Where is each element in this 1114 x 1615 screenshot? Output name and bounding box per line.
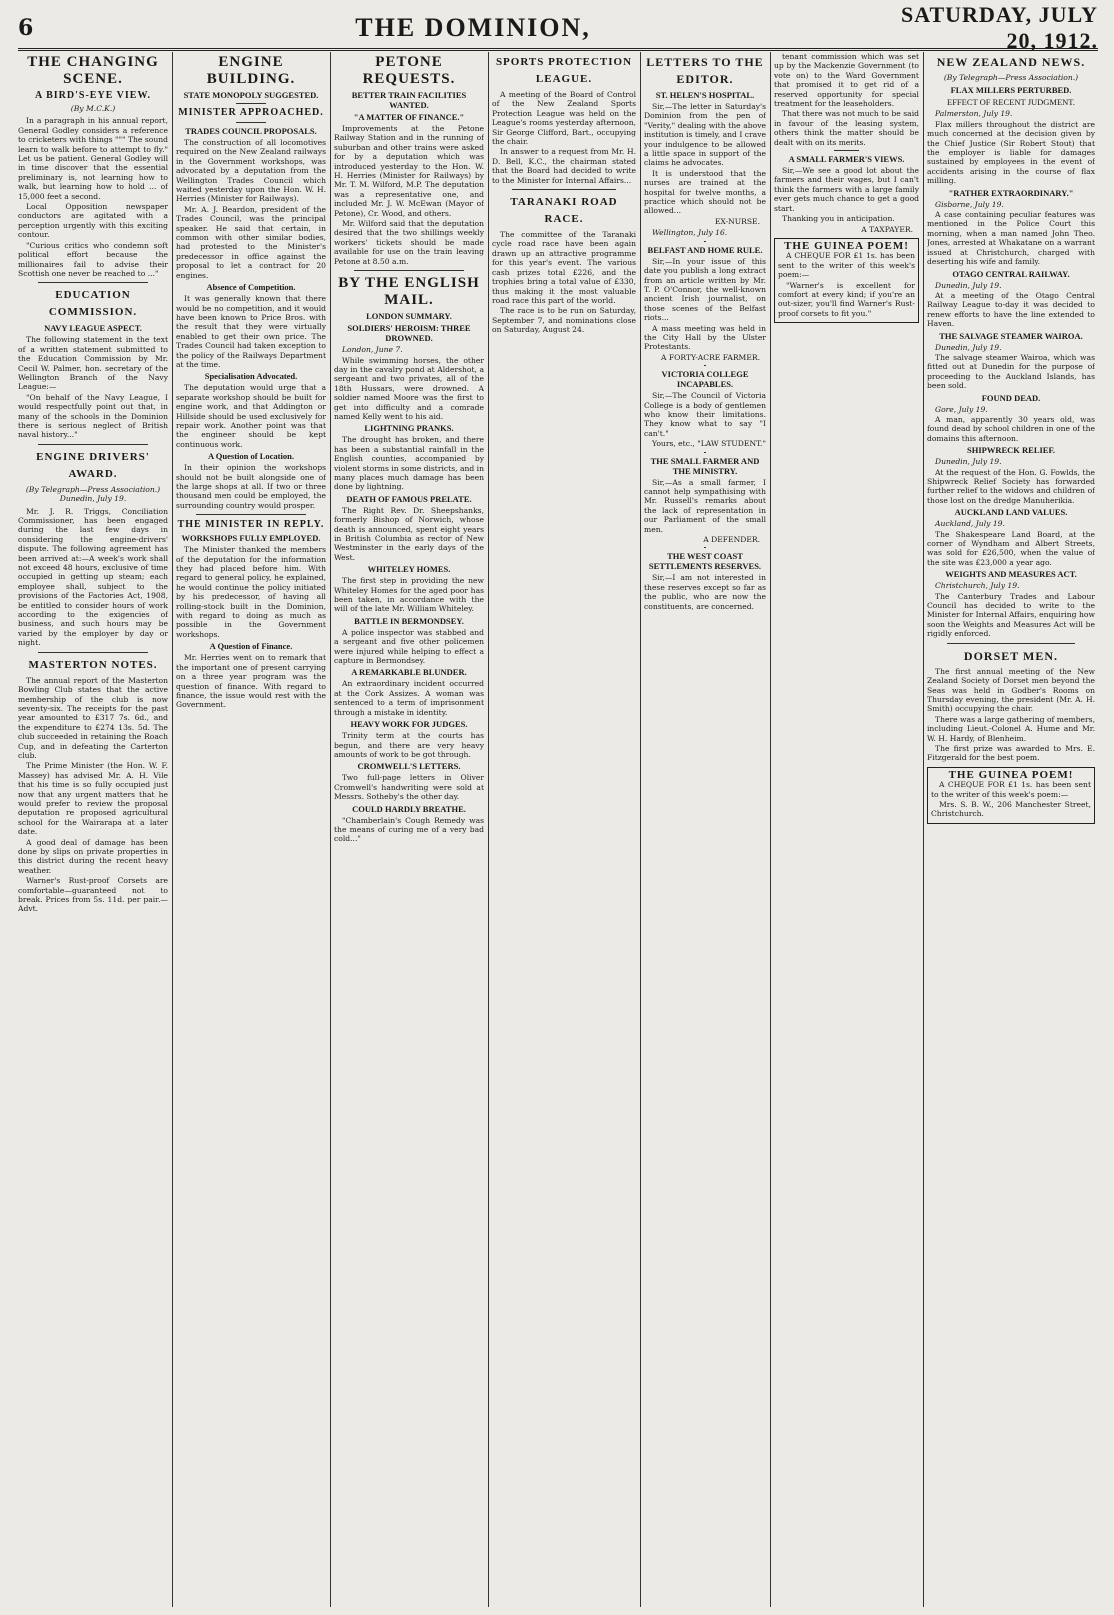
paragraph: The Prime Minister (the Hon. W. F. Massey) has advised Mr. A. H. Vile that his time is so fully occupied just now that any urgent matters that he would prefer to review the proposal deputation re proposed agricultural school for the Wairarapa at a later date. <box>18 761 168 837</box>
paragraph: A mass meeting was held in the City Hall by the Ulster Protestants. <box>644 323 766 352</box>
news-subhead: EFFECT OF RECENT JUDGMENT. <box>947 97 1075 108</box>
section-subhead: A REMARKABLE BLUNDER. <box>351 667 467 678</box>
article-heading: DORSET MEN. <box>963 648 1059 663</box>
paragraph: Mr. A. J. Beardon, president of the Trades Council, was the principal speaker. He said that certain, in common with other similar bodies, had protested to the Minister's predecessor in office against the proposal to let a contract for 20 engines. <box>176 204 326 280</box>
article-subheading: TRADES COUNCIL PROPOSALS. <box>185 126 317 136</box>
paragraph: tenant commission which was set up by the Mackenzie Government (to vote on) to the Ward Government that promised it to get rid of a reserved opportunity for special treatment for the leaseholders. <box>774 52 919 109</box>
section-subhead: Specialisation Advocated. <box>204 371 298 382</box>
divider <box>704 547 706 548</box>
advertisement-box <box>774 238 919 323</box>
divider <box>38 652 148 653</box>
column-3 <box>334 52 484 1607</box>
divider <box>196 514 306 515</box>
dateline: London, June 7. <box>342 345 403 355</box>
paragraph: Two full-page letters in Oliver Cromwell's handwriting were sold at Messrs. Sotheby's the other day. <box>334 773 484 802</box>
news-subhead: THE SALVAGE STEAMER WAIROA. <box>939 330 1083 341</box>
section-subhead: BATTLE IN BERMONDSEY. <box>354 615 464 626</box>
letter-signature: A DEFENDER. <box>703 535 760 545</box>
article-heading: EDUCATION COMMISSION. <box>48 289 138 319</box>
dateline: (By Telegraph—Press Association.) <box>943 73 1079 82</box>
paragraph: The salvage steamer Wairoa, which was fitted out at Dunedin for the purpose of proceeding to the Auckland Islands, has been sold. <box>927 352 1095 391</box>
advertisement-text: A CHEQUE FOR £1 1s. has been sent to the writer of this week's poem:— <box>778 251 915 280</box>
letter-heading: A SMALL FARMER'S VIEWS. <box>788 154 905 165</box>
paragraph: Local Opposition newspaper conductors are agitated with a perception urgently with this exciting contour. <box>18 202 168 240</box>
paragraph: Sir,—As a small farmer, I cannot help sympathising with Mr. Russell's remarks about the lack of representation in our Parliament of the small men. <box>644 477 766 534</box>
paragraph: Flax millers throughout the district are much concerned at the decision given by the Chief Justice (Sir Robert Stout) that the employer is liable for damages sustained by employees in the event of accidents arising in the course of flax milling. <box>927 119 1095 186</box>
section-subhead: A Question of Location. <box>208 451 294 462</box>
paragraph: Sir,—The Council of Victoria College is a body of gentlemen who know their limitations. They know what to say "I can't." <box>644 391 766 438</box>
column-4 <box>492 52 636 1607</box>
advertisement-text: Mrs. S. B. W., 206 Manchester Street, Christchurch. <box>931 799 1091 819</box>
divider <box>354 270 464 271</box>
paragraph: The drought has broken, and there has been a substantial rainfall in the English counties, accompanied by violent storms in some districts, and in many places much damage has been done by lightning. <box>334 435 484 492</box>
paragraph: Sir,—I am not interested in these reserves except so far as the public, who are now the constituents, are concerned. <box>644 573 766 611</box>
paragraph: "Curious critics who condemn soft political effort because the millionaires fail to advise their Scottish one never be reached to ..." <box>18 240 168 278</box>
byline: (By M.C.K.) <box>70 104 116 113</box>
paragraph: "On behalf of the Navy League, I would respectfully point out that, in many of the schools in the Dominion there is serious neglect of British naval history..." <box>18 392 168 440</box>
dateline: Dunedin, July 19. <box>935 342 1002 352</box>
newspaper-title: THE DOMINION, <box>355 13 591 42</box>
news-subhead: SHIPWRECK RELIEF. <box>966 445 1055 456</box>
advertisement: Warner's Rust-proof Corsets are comfortable—guaranteed not to break. Prices from 5s. 11d. per pair.—Advt. <box>18 876 168 914</box>
dateline: Wellington, July 16. <box>652 228 728 238</box>
paragraph: It was generally known that there would be no competition, and it would have been known to Price Bros. with the result that they were virtually enabled to get their own price. The Trades Council had taken exception to the policy of the Railways Department at the time. <box>176 294 326 369</box>
paragraph: Mr. Wilford said that the deputation desired that the two shillings weekly workers' tickets should be made available for use on the train leaving Petone at 8.50 a.m. <box>334 219 484 266</box>
masthead <box>18 2 1098 53</box>
paragraph: A good deal of damage has been done by slips on private properties in this district during the recent heavy weather. <box>18 837 168 875</box>
column-5 <box>644 52 766 1607</box>
divider <box>704 452 706 453</box>
paragraph: The deputation would urge that a separate workshop should be built for engine work, and that Addington or Hillside should be used exclusively for repair work. Another point was that the engineer should be kept continuous work. <box>176 383 326 449</box>
dateline: Auckland, July 19. <box>935 519 1005 529</box>
letter-signature: A TAXPAYER. <box>861 224 913 234</box>
article-subheading: A BIRD'S-EYE VIEW. <box>34 90 152 101</box>
column-rule <box>770 52 771 1607</box>
letter-heading: BELFAST AND HOME RULE. <box>647 244 763 255</box>
news-subhead: OTAGO CENTRAL RAILWAY. <box>952 268 1070 279</box>
letter-heading: ST. HELEN'S HOSPITAL. <box>655 90 755 100</box>
article-heading: NEW ZEALAND NEWS. <box>936 55 1086 69</box>
paragraph: It is understood that the nurses are trained at the hospital for twelve months, a practice which should not be allowed... <box>644 168 766 216</box>
letter-signature: A FORTY-ACRE FARMER. <box>660 352 760 362</box>
paragraph: The following statement in the text of a written statement submitted to the Education Commission by Mr. Cecil W. Palmer, hon. secretary of the Wellington Branch of the Navy League:— <box>18 335 168 392</box>
news-subhead: FLAX MILLERS PERTURBED. <box>950 85 1072 96</box>
advertisement-box <box>927 767 1095 824</box>
column-1 <box>18 52 168 1607</box>
column-2 <box>176 52 326 1607</box>
section-subhead: A Question of Finance. <box>209 641 293 652</box>
divider <box>512 189 616 190</box>
article-heading: ENGINE DRIVERS' AWARD. <box>36 450 150 480</box>
advertisement-title: THE GUINEA POEM! <box>948 768 1074 781</box>
article-subheading: BETTER TRAIN FACILITIES WANTED. <box>351 90 467 110</box>
letter-heading: THE SMALL FARMER AND THE MINISTRY. <box>650 455 760 476</box>
paragraph: The first step in providing the new Whiteley Homes for the aged poor has been taken, in accordance with the will of the late Mr. William Whiteley. <box>334 576 484 614</box>
article-subheading: MINISTER APPROACHED. <box>178 107 324 118</box>
paragraph: Improvements at the Petone Railway Station and in the running of suburban and other trains were asked for by a deputation which was introduced yesterday to the Hon. W. H. Herries (Minister for Railways) by Mr. T. M. Wilford, M.P. The deputation was a representative one, and included Mr. J. W. McEwan (Mayor of Petone), Cr. Wood, and others. <box>334 124 484 218</box>
paragraph: In answer to a request from Mr. H. D. Bell, K.C., the chairman stated that the Board had decided to write to the Minister for Internal Affairs... <box>492 147 636 185</box>
paragraph: The Shakespeare Land Board, at the corner of Wyndham and Albert Streets, was sold for £26,500, when the value of the site was £23,000 a year ago. <box>927 529 1095 567</box>
paragraph: The Canterbury Trades and Labour Council has decided to write to the Minister for Internal Affairs, enquiring how soon the Weights and Measures Act will be rigidly enforced. <box>927 591 1095 639</box>
section-subhead: WORKSHOPS FULLY EMPLOYED. <box>181 533 321 544</box>
article-heading: TARANAKI ROAD RACE. <box>510 196 618 226</box>
article-subheading: NAVY LEAGUE ASPECT. <box>44 323 142 334</box>
dateline: Dunedin, July 19. <box>935 280 1002 290</box>
letter-heading: VICTORIA COLLEGE INCAPABLES. <box>661 369 749 390</box>
paragraph: Mr. J. R. Triggs, Conciliation Commissioner, has been engaged during the last few days in considering the engine-drivers' dispute. The following agreement has been arrived at:—A week's work shall not exceed 48 hours, exclusive of time occupied in getting up steam; each employee shall, subject to the provisions of the Factories Act, 1908, be entitled to consider hours of work according to the exigencies of business, and such hours may be varied by the employer by day or night. <box>18 506 168 648</box>
divider <box>236 122 266 123</box>
article-subheading: STATE MONOPOLY SUGGESTED. <box>183 90 319 100</box>
paragraph: "Chamberlain's Cough Remedy was the means of curing me of a very bad cold..." <box>334 815 484 844</box>
paragraph: At a meeting of the Otago Central Railway League to-day it was decided to renew efforts to have the line extended to Haven. <box>927 290 1095 329</box>
paragraph: There was a large gathering of members, including Lieut.-Colonel A. Hume and Mr. W. H. Hardy, of Blenheim. <box>927 714 1095 743</box>
paragraph: Yours, etc., "LAW STUDENT." <box>652 439 766 449</box>
paragraph: Thanking you in anticipation. <box>782 214 895 224</box>
dateline: (By Telegraph—Press Association.) Dunedin, July 19. <box>25 484 161 504</box>
article-heading: BY THE ENGLISH MAIL. <box>338 275 480 309</box>
advertisement-title: THE GUINEA POEM! <box>784 239 909 252</box>
news-subhead: FOUND DEAD. <box>981 392 1041 403</box>
letter-heading: THE WEST COAST SETTLEMENTS RESERVES. <box>648 551 762 572</box>
paragraph: A man, apparently 30 years old, was found dead by school children in one of the domains this afternoon. <box>927 414 1095 443</box>
divider <box>704 241 706 242</box>
column-rule <box>923 52 924 1607</box>
article-subheading: "A MATTER OF FINANCE." <box>353 112 465 122</box>
paragraph: The first prize was awarded to Mrs. E. Fitzgerald for the best poem. <box>927 743 1095 763</box>
section-subhead: LIGHTNING PRANKS. <box>364 423 454 434</box>
dateline: Gore, July 19. <box>935 404 988 414</box>
paragraph: The race is to be run on Saturday, September 7, and nominations close on Saturday, August 24. <box>492 306 636 335</box>
news-subhead: WEIGHTS AND MEASURES ACT. <box>945 569 1077 580</box>
dateline: Dunedin, July 19. <box>935 457 1002 467</box>
paragraph: A case containing peculiar features was mentioned in the Police Court this morning, when a man named John Theo. Jones, arrested at Whakatane on a warrant issued at Christchurch, charged with deserting his wife and family. <box>927 210 1095 267</box>
paragraph: The annual report of the Masterton Bowling Club states that the active membership of the club is now seventy-six. The receipts for the past year amounted to £317 7s. 6d., and the expenditure to £274 13s. 5d. The club succeeded in retaining the Roach Cup, and in defeating the Carterton club. <box>18 675 168 760</box>
paragraph: Sir,—The letter in Saturday's Dominion from the pen of "Verity," dealing with the above institution is timely, and I crave your indulgence to be allowed a little space in support of the claims he advocates. <box>644 102 766 168</box>
section-subhead: HEAVY WORK FOR JUDGES. <box>350 719 468 730</box>
advertisement-text: A CHEQUE FOR £1 1s. has been sent to the writer of this week's poem:— <box>931 780 1091 799</box>
section-subhead: COULD HARDLY BREATHE. <box>352 803 466 814</box>
advertisement-text: "Warner's is excellent for comfort at every kind; if you're an out-sizer, you'll find Warner's Rust-proof corsets to fit you." <box>778 280 915 318</box>
article-subheading: THE MINISTER IN REPLY. <box>177 519 325 531</box>
paragraph: Trinity term at the courts has begun, and there are very heavy amounts of work to be got through. <box>334 731 484 759</box>
news-subhead: "RATHER EXTRAORDINARY." <box>948 187 1074 198</box>
section-subhead: Absence of Competition. <box>206 282 296 293</box>
divider <box>38 444 148 445</box>
article-heading: THE CHANGING SCENE. <box>27 54 159 87</box>
paragraph: The construction of all locomotives required on the New Zealand railways in the Government workshops, was advocated by a deputation from the Wellington Trades Council which waited yesterday upon the Hon. W. H. Herries (Minister for Railways). <box>176 138 326 204</box>
divider <box>704 365 706 366</box>
paragraph: Sir,—We see a good lot about the farmers and their wages, but I can't think the farmers with a large family ever gets much chance to get a good start. <box>774 166 919 213</box>
column-rule <box>640 52 641 1607</box>
paragraph: A meeting of the Board of Control of the New Zealand Sports Protection League was held on the League's rooms yesterday afternoon, Sir George Clifford, Bart., occupying the chair. <box>492 90 636 147</box>
dateline: Gisborne, July 19. <box>935 199 1004 209</box>
paragraph: Sir,—In your issue of this date you publish a long extract from an article written by Mr. T. P. O'Connor, the well-known ancient Irish journalist, on those scenes of the Belfast riots... <box>644 256 766 323</box>
section-subhead: WHITELEY HOMES. <box>367 564 451 575</box>
divider <box>38 282 148 283</box>
letter-signature: EX-NURSE. <box>714 216 760 226</box>
issue-date: SATURDAY, JULY 20, 1912. <box>901 2 1098 53</box>
paragraph: At the request of the Hon. G. Fowlds, the Shipwreck Relief Society has forwarded further relief to the widows and children of those lost on the dredge Manuherikia. <box>927 467 1095 505</box>
column-7 <box>927 52 1095 1607</box>
column-rule <box>172 52 173 1607</box>
divider <box>236 103 266 104</box>
article-heading: MASTERTON NOTES. <box>28 658 158 671</box>
divider <box>947 643 1075 644</box>
section-subhead: DEATH OF FAMOUS PRELATE. <box>346 493 472 504</box>
page-number: 6 <box>18 15 34 41</box>
article-heading: SPORTS PROTECTION LEAGUE. <box>495 56 633 85</box>
paragraph: An extraordinary incident occurred at the Cork Assizes. A woman was sentenced to a term of imprisonment through a mistake in identity. <box>334 679 484 717</box>
article-heading: ENGINE BUILDING. <box>206 54 296 87</box>
column-rule <box>330 52 331 1607</box>
article-heading: PETONE REQUESTS. <box>362 54 456 87</box>
section-subhead: CROMWELL'S LETTERS. <box>357 761 461 772</box>
paragraph: In a paragraph in his annual report, General Godley considers a reference to cricketers with things """ The sound learn to walk before to attempt to fly." Let us be patient. General Godley will in time discover that the essential preliminary is, not learning how to walk, but learning how to hold ... of 15,000 feet a second. <box>18 116 168 201</box>
paragraph: A police inspector was stabbed and a sergeant and five other policemen were injured while helping to effect a capture in Bermondsey. <box>334 627 484 666</box>
news-subhead: AUCKLAND LAND VALUES. <box>954 507 1068 518</box>
paragraph: That there was not much to be said in favour of the leasing system, others think the matter should be dealt with on its merits. <box>774 109 919 147</box>
paragraph: The Right Rev. Dr. Sheepshanks, formerly Bishop of Norwich, whose death is announced, spent eight years in British Columbia as rector of New Westminster in the early days of the West. <box>334 505 484 562</box>
column-rule <box>488 52 489 1607</box>
article-subheading: LONDON SUMMARY. <box>366 311 452 322</box>
paragraph: The Minister thanked the members of the deputation for the information they had placed before him. With regard to general policy, he explained, he would continue the policy initiated by his predecessor, of having all rolling-stock built in the Dominion, with regard to doing as much as possible in the Government workshops. <box>176 545 326 639</box>
paragraph: While swimming horses, the other day in the cavalry pond at Aldershot, a sergeant and two privates, all of the 18th Hussars, were drowned. A soldier named Moore was the first to get into difficulty and a comrade named Kelly went to his aid. <box>334 355 484 421</box>
divider <box>834 150 859 151</box>
dateline: Christchurch, July 19. <box>935 581 1020 591</box>
article-heading: LETTERS TO THE EDITOR. <box>646 55 764 86</box>
paragraph: The committee of the Taranaki cycle road race have been again drawn up an attractive programme for this year's event. The various cash prizes total £226, and the trophies bring a total value of £330, thus making it the most valuable road race this part of the world. <box>492 230 636 305</box>
paragraph: Mr. Herries went on to remark that the important one of present carrying on a three year program was the question of finance. With regard to finance, the issue would rest with the Government. <box>176 653 326 710</box>
dateline: Palmerston, July 19. <box>935 109 1013 119</box>
paragraph: The first annual meeting of the New Zealand Society of Dorset men beyond the Seas was held in Godber's Rooms on Thursday evening, the president (Mr. A. H. Smith) occupying the chair. <box>927 666 1095 714</box>
paragraph: In their opinion the workshops should not be built alongside one of the large shops at all. If two or three thousand men could be employed, the surrounding country would prosper. <box>176 463 326 510</box>
article-subheading: SOLDIERS' HEROISM: THREE DROWNED. <box>347 323 471 344</box>
column-6 <box>774 52 919 1607</box>
